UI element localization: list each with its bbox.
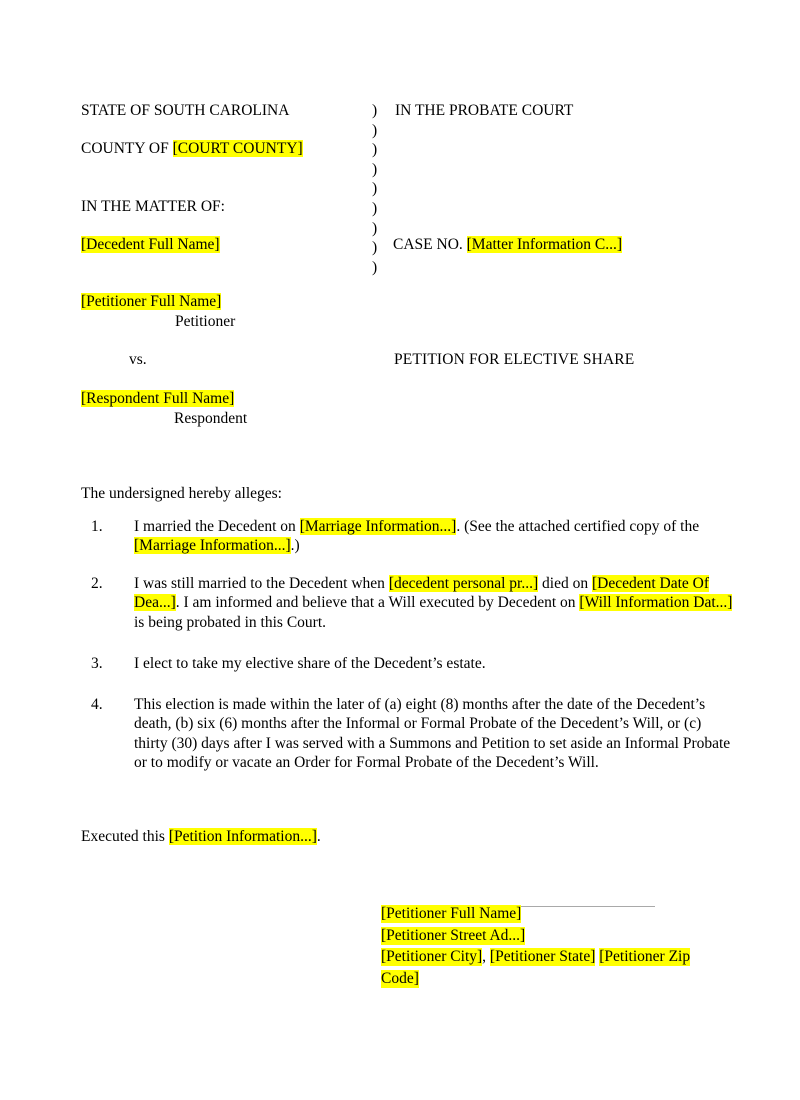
- petitioner-full-name-field[interactable]: [Petitioner Full Name]: [81, 293, 222, 310]
- county-label: COUNTY OF: [81, 140, 173, 157]
- item-text: [134, 574, 738, 632]
- paren-glyph: ): [372, 180, 378, 198]
- decedent-full-name-field[interactable]: [Decedent Full Name]: [81, 236, 220, 253]
- case-no-label: CASE NO.: [393, 236, 467, 253]
- court-county-field[interactable]: [COURT COUNTY]: [172, 140, 303, 157]
- placeholder-field[interactable]: [Petitioner State]: [489, 948, 596, 965]
- matter-label-text: IN THE MATTER OF:: [81, 198, 225, 215]
- petition-information-field[interactable]: [Petition Information...]: [168, 828, 317, 845]
- paren-glyph: ): [372, 219, 378, 237]
- county-line: [81, 139, 303, 159]
- paren-glyph: ): [372, 141, 378, 159]
- paren-glyph: ): [372, 258, 378, 276]
- executed-label: Executed this: [81, 828, 169, 845]
- allegation-item: [81, 695, 738, 773]
- placeholder-field[interactable]: [decedent personal pr...]: [388, 575, 539, 592]
- paren-glyph: ): [372, 121, 378, 139]
- paren-glyph: ): [372, 102, 378, 119]
- static-text: . (See the attached certified copy of the: [456, 518, 700, 535]
- respondent-full-name-field[interactable]: [Respondent Full Name]: [81, 390, 235, 407]
- static-text: died on: [538, 575, 592, 592]
- executed-suffix: .: [316, 828, 321, 845]
- item-number: 3.: [91, 655, 103, 672]
- item-text: [134, 695, 738, 773]
- allegation-item: [81, 574, 738, 632]
- state-line: [81, 101, 289, 121]
- static-text: .): [290, 537, 300, 555]
- paren-glyph: ): [372, 239, 378, 257]
- petitioner-name-line: [81, 292, 221, 312]
- allegation-item: [81, 654, 738, 673]
- probate-court-line: [395, 101, 573, 121]
- static-text: This election is made within the later of (a) eight (8) months after the date of the Decedent’s death, (b) six (6) months after the Informal or Formal Probate of the Decedent’s Will, or (c) thirty (30) days after I was served with a Summons and Petition to set aside an Informal Probate or to modify or vacate an Order for Formal Probate of the Decedent’s Will.: [134, 696, 731, 772]
- placeholder-field[interactable]: [Petitioner Zip Code]: [381, 948, 691, 987]
- allegation-item: [81, 517, 738, 556]
- case-number-field[interactable]: [Matter Information C...]: [466, 236, 623, 253]
- item-text: [134, 654, 738, 673]
- preamble-line: The undersigned hereby alleges:: [81, 485, 282, 502]
- placeholder-field[interactable]: [Petitioner Full Name]: [381, 905, 522, 922]
- decedent-name-line: [81, 235, 220, 255]
- item-text: [134, 517, 738, 556]
- respondent-role-label: Respondent: [174, 410, 248, 427]
- static-text: I married the Decedent on: [134, 518, 300, 535]
- document-title: PETITION FOR ELECTIVE SHARE: [394, 351, 635, 368]
- placeholder-field[interactable]: [Marriage Information...]: [299, 518, 457, 535]
- placeholder-field[interactable]: [Will Information Dat...]: [579, 594, 733, 612]
- static-text: I elect to take my elective share of the Decedent’s estate.: [134, 655, 486, 672]
- item-number: 2.: [91, 575, 103, 592]
- static-text: is being probated in this Court.: [134, 613, 327, 631]
- signature-line-item: [381, 903, 721, 925]
- placeholder-field[interactable]: [Petitioner Street Ad...]: [381, 926, 526, 944]
- static-text: . I am informed and believe that a Will executed by Decedent on: [175, 594, 580, 612]
- caption-paren-divider: [372, 101, 386, 277]
- item-number: 1.: [91, 518, 103, 535]
- state-line-text: STATE OF SOUTH CAROLINA: [81, 102, 290, 119]
- petitioner-role-label: Petitioner: [175, 313, 236, 330]
- respondent-name-line: [81, 389, 234, 409]
- case-number-line: [393, 235, 622, 255]
- in-the-matter-of-label: [81, 197, 225, 217]
- signature-line-item: [381, 925, 721, 947]
- item-number: 4.: [91, 696, 103, 713]
- executed-date-line: [81, 827, 321, 847]
- probate-court-text: IN THE PROBATE COURT: [395, 102, 574, 119]
- static-text: I was still married to the Decedent when: [134, 575, 389, 592]
- signature-line-item: [381, 946, 721, 989]
- static-text: ,: [482, 948, 490, 965]
- placeholder-field[interactable]: [Marriage Information...]: [134, 537, 291, 555]
- paren-glyph: ): [372, 199, 378, 217]
- versus-label: vs.: [129, 351, 147, 368]
- signature-address-block: [381, 903, 721, 989]
- placeholder-field[interactable]: [Decedent Date Of Dea...]: [134, 575, 710, 612]
- paren-glyph: ): [372, 160, 378, 178]
- placeholder-field[interactable]: [Petitioner City]: [381, 948, 483, 965]
